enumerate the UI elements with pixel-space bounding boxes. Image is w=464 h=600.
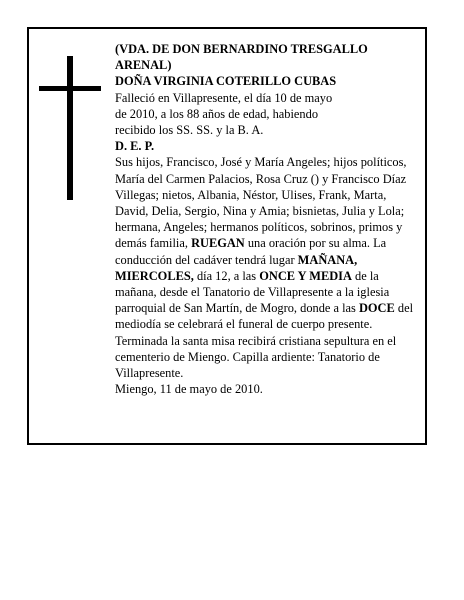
cross-horizontal-bar	[39, 86, 101, 91]
widow-header-line2: ARENAL)	[115, 58, 172, 73]
death-details-line3: recibido los SS. SS. y la B. A.	[115, 123, 264, 138]
cross-vertical-bar	[67, 56, 73, 200]
route-text: de la mañana, desde el Tanatorio de Villapresente a la iglesia parroquial de San Martín, de Mogro, donde a las	[115, 268, 390, 316]
death-details-line1: Falleció en Villapresente, el día 10 de mayo	[115, 90, 333, 105]
cross-icon	[39, 56, 101, 200]
death-details	[115, 90, 420, 139]
burial-text: del mediodía se celebrará el funeral de cuerpo presente. Terminada la santa misa recibirá cristiana sepultura en el cementerio de Miengo. Capilla ardiente: Tanatorio de Villapresente.	[115, 301, 414, 381]
family-paragraph	[115, 154, 420, 381]
death-details-line2: de 2010, a los 88 años de edad, habiendo	[115, 106, 319, 121]
conduction-text: una oración por su alma. La conducción del cadáver tendrá lugar	[115, 236, 387, 267]
family-members: Sus hijos, Francisco, José y María Angeles; hijos políticos, María del Carmen Palacios, Rosa Cruz () y Francisco Díaz Villegas; nietos, Albania, Néstor, Ulises, Frank, Marta, David, Delia, Sergio, Nina y Amia; bisnietas, Julia y Lola; hermana, Angeles; hermanos políticos, sobrinos, primos y demás familia,	[115, 155, 407, 251]
dep-label: D. E. P.	[115, 139, 155, 154]
obituary-notice	[27, 27, 427, 445]
place-date: Miengo, 11 de mayo de 2010.	[115, 382, 263, 397]
deceased-name: DOÑA VIRGINIA COTERILLO CUBAS	[115, 74, 337, 89]
widow-header	[115, 41, 420, 73]
ruegan-word: RUEGAN	[191, 236, 245, 251]
date-text: día 12, a las	[193, 268, 260, 283]
funeral-hour: DOCE	[358, 301, 395, 316]
obituary-text	[115, 41, 420, 397]
widow-header-line1: (VDA. DE DON BERNARDINO TRESGALLO	[115, 42, 368, 56]
funeral-day: MAÑANA, MIERCOLES,	[115, 252, 358, 283]
departure-hour: ONCE Y MEDIA	[259, 268, 352, 283]
